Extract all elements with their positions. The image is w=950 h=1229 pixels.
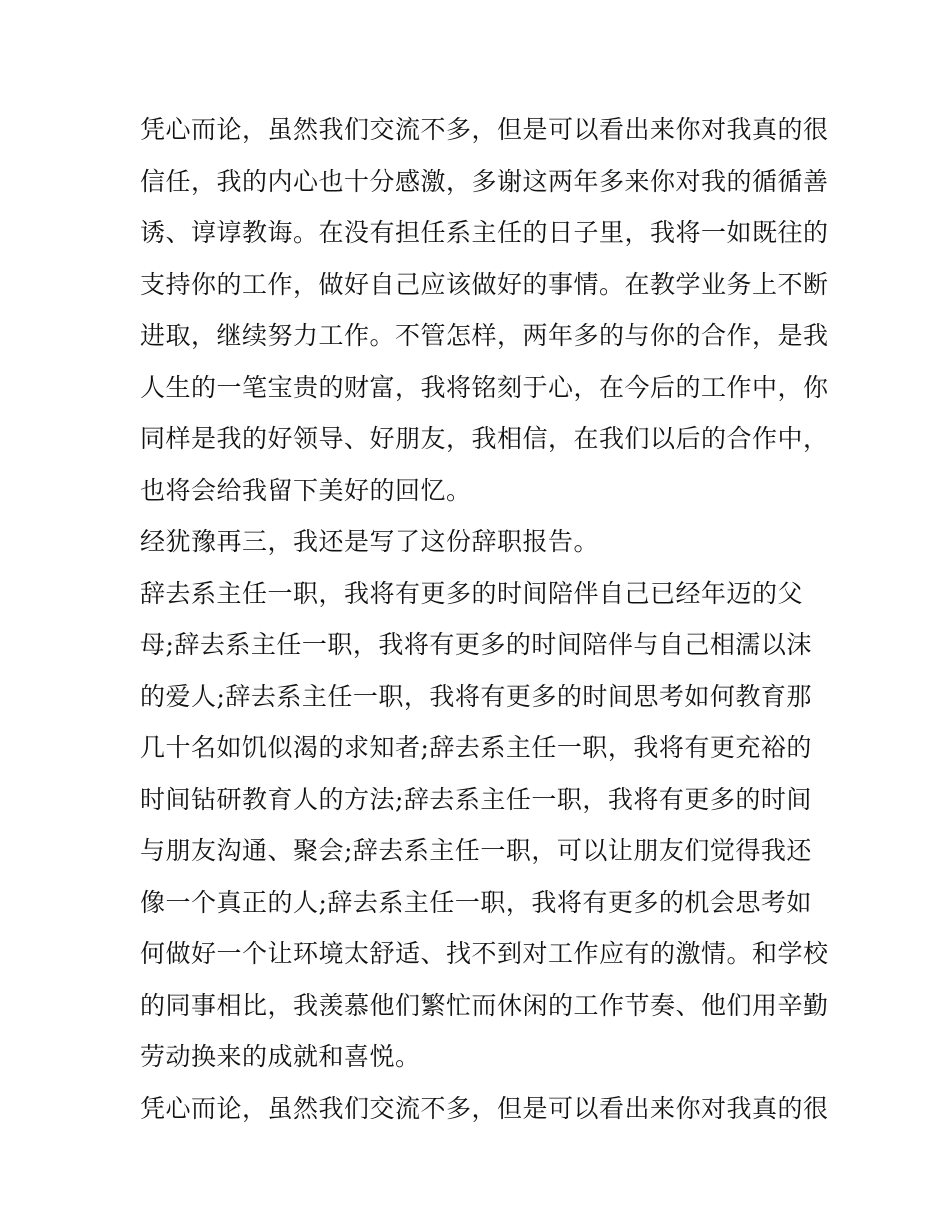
paragraph xyxy=(140,104,830,516)
text-line: 的同事相比，我羡慕他们繁忙而休闲的工作节奏、他们用辛勤 xyxy=(140,990,829,1020)
document-body xyxy=(140,104,830,1134)
text-line: 母;辞去系主任一职，我将有更多的时间陪伴与自己相濡以沫 xyxy=(140,630,812,659)
text-line: 进取，继续努力工作。不管怎样，两年多的与你的合作，是我 xyxy=(140,321,829,350)
text-line: 凭心而论，虽然我们交流不多，但是可以看出来你对我真的很 xyxy=(140,1093,829,1123)
text-line: 的爱人;辞去系主任一职，我将有更多的时间思考如何教育那 xyxy=(140,681,812,711)
text-line: 凭心而论，虽然我们交流不多，但是可以看出来你对我真的很 xyxy=(140,115,829,144)
text-line: 劳动换来的成就和喜悦。 xyxy=(140,1042,421,1071)
text-line: 何做好一个让环境太舒适、找不到对工作应有的激情。和学校 xyxy=(140,939,829,968)
text-line: 像一个真正的人;辞去系主任一职，我将有更多的机会思考如 xyxy=(140,887,812,917)
text-line: 辞去系主任一职，我将有更多的时间陪伴自己已经年迈的父 xyxy=(140,578,804,608)
paragraph xyxy=(140,1083,830,1135)
text-line: 诱、谆谆教诲。在没有担任系主任的日子里，我将一如既往的 xyxy=(140,218,829,247)
text-line: 几十名如饥似渴的求知者;辞去系主任一职，我将有更充裕的 xyxy=(140,733,812,762)
text-line: 同样是我的好领导、好朋友，我相信，在我们以后的合作中， xyxy=(140,424,829,453)
text-line: 人生的一笔宝贵的财富，我将铭刻于心，在今后的工作中，你 xyxy=(140,372,829,402)
text-line: 也将会给我留下美好的回忆。 xyxy=(140,475,472,505)
text-line: 经犹豫再三，我还是写了这份辞职报告。 xyxy=(140,527,600,556)
paragraph xyxy=(140,568,830,1083)
paragraph xyxy=(140,516,830,568)
text-line: 支持你的工作，做好自己应该做好的事情。在教学业务上不断 xyxy=(140,269,829,299)
text-line: 时间钻研教育人的方法;辞去系主任一职，我将有更多的时间 xyxy=(140,784,812,814)
text-line: 信任，我的内心也十分感激，多谢这两年多来你对我的循循善 xyxy=(140,166,829,196)
text-line: 与朋友沟通、聚会;辞去系主任一职，可以让朋友们觉得我还 xyxy=(140,836,812,865)
